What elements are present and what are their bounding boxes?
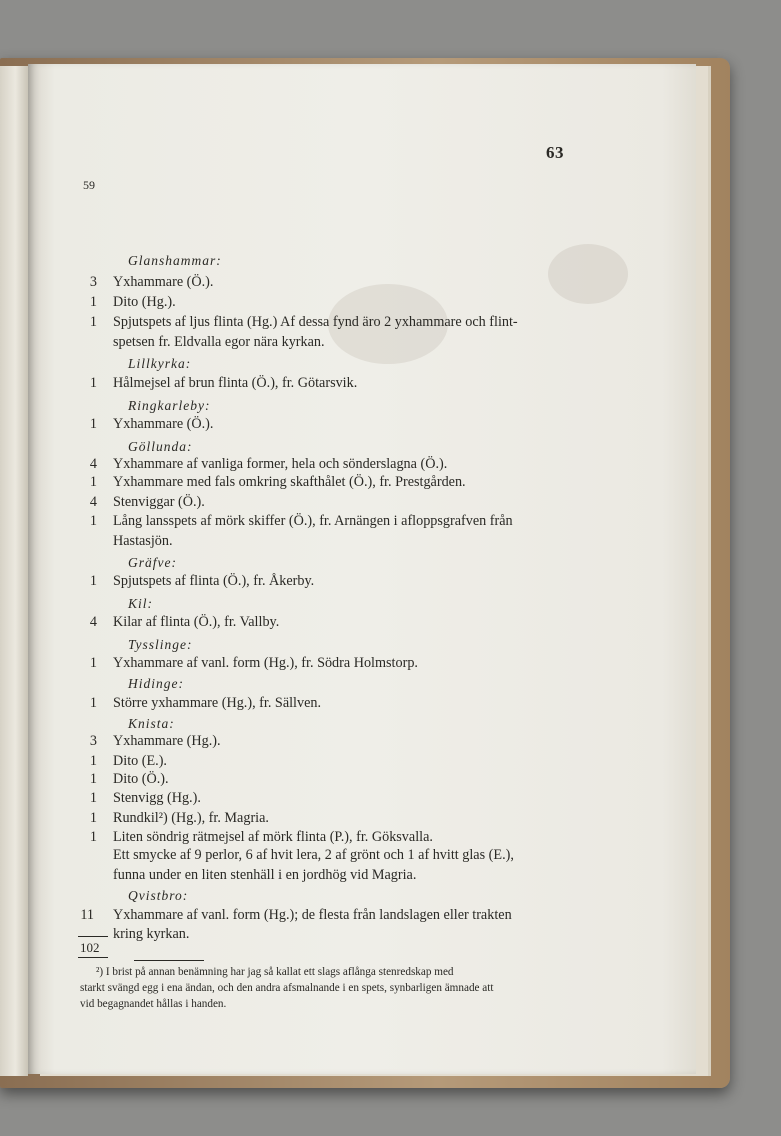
- parish-heading: Hidinge:: [128, 676, 184, 691]
- book-page: [28, 64, 696, 1074]
- item-text: Större yxhammare (Hg.), fr. Sällven.: [113, 695, 322, 711]
- item-text: Stenviggar (Ö.).: [113, 494, 205, 510]
- item-count: 4: [89, 456, 97, 472]
- item-count: 11: [80, 907, 94, 923]
- item-text: Yxhammare (Hg.).: [113, 733, 221, 749]
- signature-marker-bottom: 102: [80, 940, 100, 955]
- marker-rule-top: [78, 936, 108, 937]
- item-count: 1: [89, 294, 97, 310]
- parish-heading: Ringkarleby:: [128, 398, 211, 413]
- item-count: 1: [89, 375, 97, 391]
- item-text: Spjutspets af flinta (Ö.), fr. Åkerby.: [113, 573, 315, 589]
- parish-heading: Kil:: [128, 596, 154, 611]
- item-text: Lång lansspets af mörk skiffer (Ö.), fr. Arnängen i afloppsgrafven från: [113, 513, 513, 529]
- left-page-edge: [0, 66, 28, 1076]
- footnote-line: starkt svängd egg i ena ändan, och den andra afsmalnande i en spets, synbarligen ämnade att: [80, 982, 494, 994]
- item-text: Yxhammare af vanl. form (Hg.); de flesta från landslagen eller trakten: [113, 907, 512, 923]
- item-text: Dito (Hg.).: [113, 294, 176, 310]
- item-count: 4: [89, 614, 97, 630]
- item-text: Spjutspets af ljus flinta (Hg.) Af dessa fynd äro 2 yxhammare och flint-: [113, 314, 518, 330]
- item-text: Dito (Ö.).: [113, 771, 169, 787]
- item-continuation: funna under en liten stenhäll i en jordhög vid Magria.: [113, 867, 417, 883]
- item-count: 1: [89, 753, 97, 769]
- item-text: Kilar af flinta (Ö.), fr. Vallby.: [113, 614, 280, 630]
- item-continuation: Ett smycke af 9 perlor, 6 af hvit lera, 2 af grönt och 1 af hvitt glas (E.),: [113, 847, 514, 863]
- parish-heading: Lillkyrka:: [128, 356, 192, 371]
- item-continuation: Hastasjön.: [113, 533, 173, 549]
- item-continuation: kring kyrkan.: [113, 926, 190, 942]
- item-count: 1: [89, 655, 97, 671]
- item-count: 1: [89, 810, 97, 826]
- parish-heading: Tysslinge:: [128, 637, 193, 652]
- item-count: 1: [89, 771, 97, 787]
- item-count: 1: [89, 513, 97, 529]
- item-count: 1: [89, 314, 97, 330]
- show-through-stain: [548, 244, 628, 304]
- parish-heading: Knista:: [128, 716, 175, 731]
- footnote-rule: [134, 960, 204, 961]
- parish-heading: Göllunda:: [128, 439, 193, 454]
- item-text: Rundkil²) (Hg.), fr. Magria.: [113, 810, 269, 826]
- item-text: Liten söndrig rätmejsel af mörk flinta (P.), fr. Göksvalla.: [113, 829, 433, 845]
- item-count: 3: [89, 733, 97, 749]
- signature-marker-top: 59: [83, 178, 95, 192]
- item-count: 1: [89, 573, 97, 589]
- page-number: 63: [546, 143, 564, 162]
- item-text: Stenvigg (Hg.).: [113, 790, 201, 806]
- item-text: Yxhammare af vanliga former, hela och sönderslagna (Ö.).: [113, 456, 448, 472]
- item-continuation: spetsen fr. Eldvalla egor nära kyrkan.: [113, 334, 325, 350]
- item-count: 3: [89, 274, 97, 290]
- parish-heading: Qvistbro:: [128, 888, 189, 903]
- item-text: Yxhammare med fals omkring skafthålet (Ö.), fr. Prestgården.: [113, 474, 466, 490]
- parish-heading: Gräfve:: [128, 555, 177, 570]
- footnote-line: ²) I brist på annan benämning har jag så kallat ett slags aflånga stenredskap med: [96, 966, 454, 978]
- item-count: 1: [89, 695, 97, 711]
- item-text: Yxhammare af vanl. form (Hg.), fr. Södra Holmstorp.: [113, 655, 418, 671]
- parish-heading: Glanshammar:: [128, 253, 222, 268]
- footnote-line: vid begagnandet hållas i handen.: [80, 998, 227, 1010]
- item-text: Hålmejsel af brun flinta (Ö.), fr. Götarsvik.: [113, 375, 358, 391]
- marker-rule-bottom: [78, 957, 108, 958]
- item-text: Yxhammare (Ö.).: [113, 274, 214, 290]
- item-count: 1: [89, 474, 97, 490]
- item-count: 1: [89, 790, 97, 806]
- item-count: 4: [89, 494, 97, 510]
- item-count: 1: [89, 829, 97, 845]
- item-text: Yxhammare (Ö.).: [113, 416, 214, 432]
- item-count: 1: [89, 416, 97, 432]
- item-text: Dito (E.).: [113, 753, 167, 769]
